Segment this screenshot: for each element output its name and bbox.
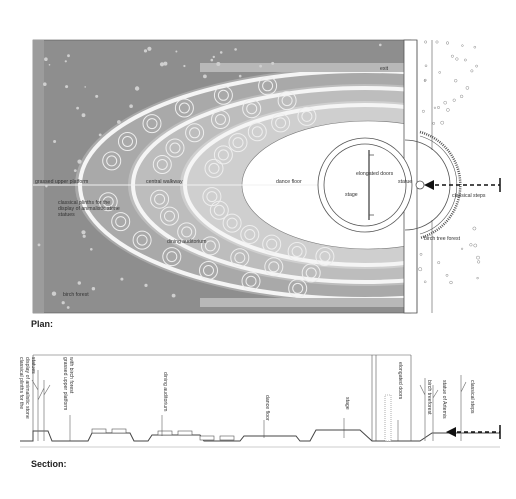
birch-tree-dot <box>461 248 463 250</box>
section-labels <box>18 357 475 421</box>
grass-dot <box>239 75 242 78</box>
birch-tree-dot <box>446 274 448 276</box>
grass-dot <box>52 292 56 296</box>
birch-tree-dot <box>476 65 478 67</box>
grass-dot <box>213 56 215 58</box>
birch-tree-dot <box>419 268 422 271</box>
birch-tree-dot <box>424 80 426 82</box>
section-label-stage: stage <box>344 397 350 410</box>
birch-tree-dot <box>425 65 427 67</box>
birch-tree-dot <box>471 70 473 72</box>
section-label-elongated-doors: elongated doors <box>397 362 403 400</box>
grass-dot <box>379 44 382 47</box>
birch-tree-dot <box>424 41 426 43</box>
grass-dot <box>160 62 164 66</box>
grass-dot <box>203 75 207 79</box>
birch-tree-dot <box>464 59 466 61</box>
grass-dot <box>120 278 123 281</box>
grass-dot <box>220 51 223 54</box>
label-stage: stage <box>345 192 358 198</box>
birch-tree-dot <box>441 121 444 124</box>
grass-dot <box>163 62 167 66</box>
birch-tree-dot <box>436 41 438 43</box>
grass-dot <box>83 235 86 238</box>
grass-dot <box>76 107 79 110</box>
grass-dot <box>234 48 237 51</box>
birch-tree-dot <box>477 277 479 279</box>
grass-dot <box>95 95 98 98</box>
grass-dot <box>49 64 51 66</box>
section-label-dance-floor: dance floor <box>264 395 270 421</box>
plan-drawing <box>31 40 516 329</box>
section-tables <box>92 429 234 440</box>
section-label-classical-plinths: classical plinths for thedisplay of animalistic stonestatues <box>18 357 36 419</box>
birch-tree-dot <box>473 227 476 230</box>
grass-dot <box>117 120 121 124</box>
grass-dot <box>74 169 77 172</box>
birch-tree-dot <box>420 253 422 255</box>
label-dance-floor: dance floor <box>276 179 302 185</box>
label-statue: statue <box>398 179 413 185</box>
birch-tree-dot <box>466 86 469 89</box>
birch-tree-dot <box>456 58 459 61</box>
birch-tree-dot <box>434 107 436 109</box>
grass-dot <box>147 47 151 51</box>
left-strip <box>33 40 44 313</box>
section-drawing <box>18 355 500 469</box>
label-birch-tree-forest: birch tree forest <box>424 236 461 242</box>
plan-title: Plan: <box>31 319 54 329</box>
grass-dot <box>99 134 102 137</box>
grass-dot <box>82 113 86 117</box>
birch-tree-dot <box>476 256 479 259</box>
label-central-walkway: central walkway <box>146 179 183 185</box>
section-label-statue-of-artemis: statue of Artemis <box>441 380 447 419</box>
grass-dot <box>65 60 67 62</box>
grass-dot <box>67 54 70 57</box>
label-classical-plinths: classical plinths for the display of animalistic stone statues <box>58 200 120 218</box>
section-label-grassed-upper-platform: grassed upper platformwith birch forest <box>62 357 74 411</box>
grass-dot <box>53 140 56 143</box>
grass-dot <box>135 86 139 90</box>
birch-tree-dot <box>454 79 457 82</box>
birch-tree-dot <box>477 261 480 264</box>
elongated-doors-section <box>385 395 391 441</box>
section-label-dining-auditorium: dining auditorium <box>162 372 168 412</box>
birch-tree-dot <box>433 122 435 124</box>
birch-tree-dot <box>470 244 473 247</box>
grass-dot <box>62 301 65 304</box>
grass-dot <box>271 62 274 65</box>
grass-dot <box>81 230 85 234</box>
label-elongated-doors: elongated doors <box>356 171 394 177</box>
grass-dot <box>44 57 48 61</box>
birch-tree-dot <box>444 101 447 104</box>
label-grassed-upper-platform: grassed upper platform <box>35 179 89 185</box>
grass-dot <box>77 160 81 164</box>
grass-dot <box>183 65 185 67</box>
grass-dot <box>65 85 68 88</box>
birch-tree-dot <box>474 46 476 48</box>
grass-dot <box>144 284 147 287</box>
grass-dot <box>90 248 93 251</box>
birch-tree-dot <box>422 110 424 112</box>
birch-tree-dot <box>424 281 426 283</box>
label-dining-auditorium: dining auditorium <box>167 239 207 245</box>
grass-dot <box>129 104 133 108</box>
grass-dot <box>175 51 177 53</box>
section-entry-arrow <box>446 425 500 439</box>
label-birch-forest: birch forest <box>63 292 89 298</box>
grass-dot <box>45 185 47 187</box>
label-exit: exit <box>380 66 389 72</box>
section-label-classical-steps: classical steps <box>469 380 475 414</box>
grass-dot <box>38 244 41 247</box>
grass-dot <box>216 62 220 66</box>
grass-dot <box>92 287 95 290</box>
birch-tree-dot <box>450 281 453 284</box>
grass-dot <box>211 59 214 62</box>
birch-tree-dot <box>451 55 453 57</box>
grass-dot <box>78 281 81 284</box>
birch-tree-dot <box>438 261 440 263</box>
grass-dot <box>172 294 176 298</box>
birch-tree-dot <box>462 45 464 47</box>
birch-tree-dots <box>419 41 480 284</box>
section-label-birch-treeforest: birch treeforest <box>426 380 432 415</box>
grass-dot <box>259 65 262 68</box>
birch-tree-dot <box>446 42 449 45</box>
birch-tree-dot <box>439 71 441 73</box>
grass-dot <box>43 82 47 86</box>
birch-tree-dot <box>446 108 449 111</box>
birch-tree-dot <box>453 99 456 102</box>
birch-tree-dot <box>460 95 463 98</box>
birch-tree-dot <box>474 244 477 247</box>
entry-arrow <box>424 178 500 192</box>
birch-tree-dot <box>437 106 439 108</box>
grass-dot <box>67 306 70 309</box>
grass-dot <box>84 86 86 88</box>
section-title: Section: <box>31 459 67 469</box>
grass-dot <box>144 49 147 52</box>
label-classical-steps: classical steps <box>452 193 486 199</box>
